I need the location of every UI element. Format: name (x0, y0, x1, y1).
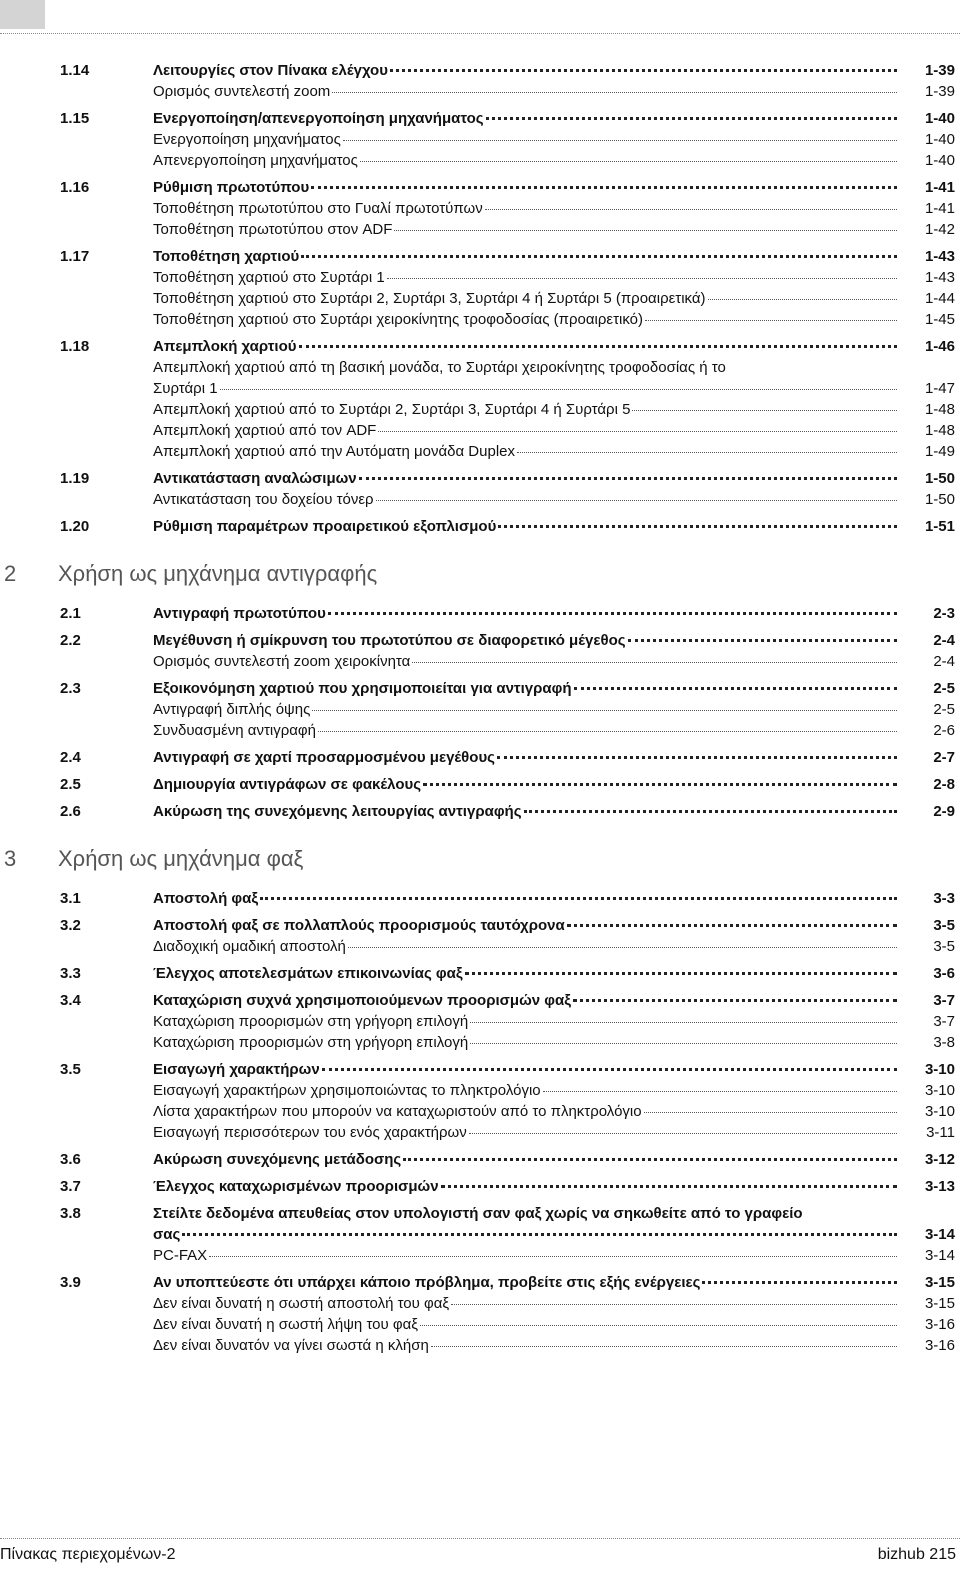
toc-title: Καταχώριση προορισμών στη γρήγορη επιλογή (153, 1013, 469, 1030)
toc-title: Εισαγωγή χαρακτήρων (153, 1061, 320, 1078)
toc-page: 3-16 (924, 1337, 955, 1354)
chapter-heading-2[interactable] (0, 547, 960, 603)
toc-title: Απεμπλοκή χαρτιού από τον ADF (153, 422, 377, 439)
toc-page: 2-5 (933, 701, 955, 718)
toc-subentry[interactable] (0, 651, 960, 672)
toc-page: 3-15 (924, 1295, 955, 1312)
toc-page: 3-5 (933, 917, 955, 934)
toc-page: 2-5 (933, 680, 955, 697)
toc-page: 3-11 (926, 1124, 955, 1141)
dot-leader (318, 730, 897, 732)
toc-number: 2.1 (60, 605, 81, 622)
toc-number: 2.4 (60, 749, 81, 766)
toc-number: 3.5 (60, 1061, 81, 1078)
toc-entry-2-6[interactable] (0, 801, 960, 822)
toc-title: Αντικατάσταση του δοχείου τόνερ (153, 491, 374, 508)
dot-leader (328, 611, 897, 615)
dot-leader (182, 1232, 897, 1236)
dot-leader (260, 896, 897, 900)
toc-number: 1.20 (60, 518, 90, 535)
toc-entry-2-4[interactable] (0, 747, 960, 768)
dot-leader (412, 661, 897, 663)
toc-entry-1-20[interactable] (0, 516, 960, 537)
dot-leader (543, 1090, 897, 1092)
toc-title: Τοποθέτηση χαρτιού στο Συρτάρι χειροκίνητης τροφοδοσίας (προαιρετικό) (153, 311, 643, 328)
dot-leader (299, 344, 898, 348)
toc-title: Αν υποπτεύεστε ότι υπάρχει κάποιο πρόβλημα, προβείτε στις εξής ενέργειες (153, 1274, 701, 1291)
toc-page: 1-42 (924, 221, 955, 238)
toc-number: 1.16 (60, 179, 90, 196)
toc-subentry[interactable] (0, 1245, 960, 1266)
dot-leader (376, 499, 897, 501)
footer-product-name: bizhub 215 (877, 1546, 956, 1563)
toc-number: 3.6 (60, 1151, 81, 1168)
toc-title: Δημιουργία αντιγράφων σε φακέλους (153, 776, 422, 793)
dot-leader (360, 160, 897, 162)
toc-entry-3-5[interactable] (0, 1059, 960, 1080)
toc-number: 3.8 (60, 1205, 81, 1222)
dot-leader (573, 998, 897, 1002)
toc-entry-wrapped-line[interactable]: Στείλτε δεδομένα απευθείας στον υπολογιστή σαν φαξ χωρίς να σηκωθείτε από το γραφείο (153, 1205, 803, 1222)
dot-leader (332, 91, 897, 93)
toc-number: 1.17 (60, 248, 90, 265)
toc-title: Καταχώριση προορισμών στη γρήγορη επιλογή (153, 1034, 469, 1051)
toc-subentry-wrapped-line[interactable]: Απεμπλοκή χαρτιού από τη βασική μονάδα, το Συρτάρι χειροκίνητης τροφοδοσίας ή το (153, 359, 726, 376)
toc-page: 1-49 (924, 443, 955, 460)
toc-subentry[interactable] (0, 936, 960, 957)
toc-title: Απεμπλοκή χαρτιού από την Αυτόματη μονάδα Duplex (153, 443, 515, 460)
toc-page: 1-39 (924, 83, 955, 100)
toc-page: 3-12 (924, 1151, 955, 1168)
toc-number: 3.2 (60, 917, 81, 934)
dot-leader (451, 1303, 897, 1305)
dot-leader (644, 1111, 897, 1113)
toc-page: 1-40 (924, 131, 955, 148)
toc-title: Εισαγωγή χαρακτήρων χρησιμοποιώντας το πληκτρολόγιο (153, 1082, 541, 1099)
toc-subentry[interactable] (0, 1293, 960, 1314)
toc-entry-2-3[interactable] (0, 678, 960, 699)
toc-page: 3-5 (933, 938, 955, 955)
toc-subentry[interactable] (0, 150, 960, 171)
dot-leader (322, 1067, 897, 1071)
toc-number: 3.4 (60, 992, 81, 1009)
toc-title: σας (153, 1226, 181, 1243)
toc-number: 2.3 (60, 680, 81, 697)
toc-subentry[interactable] (0, 129, 960, 150)
toc-title: Τοποθέτηση χαρτιού στο Συρτάρι 1 (153, 269, 385, 286)
toc-page: 3-16 (924, 1316, 955, 1333)
footer-rule (0, 1538, 960, 1539)
dot-leader (387, 277, 897, 279)
toc-page: 3-7 (933, 992, 955, 1009)
dot-leader (403, 1157, 897, 1161)
toc-title: Λειτουργίες στον Πίνακα ελέγχου (153, 62, 388, 79)
dot-leader (486, 116, 897, 120)
toc-subentry[interactable] (0, 720, 960, 741)
toc-page: 2-3 (933, 605, 955, 622)
toc-title: Αντιγραφή πρωτοτύπου (153, 605, 326, 622)
toc-subentry[interactable] (0, 1032, 960, 1053)
toc-title: Τοποθέτηση πρωτοτύπου στον ADF (153, 221, 393, 238)
toc-page: 1-39 (924, 62, 955, 79)
toc-title: Συνδυασμένη αντιγραφή (153, 722, 317, 739)
toc-subentry[interactable] (0, 309, 960, 330)
toc-subentry[interactable] (0, 1314, 960, 1335)
dot-leader (497, 755, 897, 759)
toc-entry-1-17[interactable] (0, 246, 960, 267)
toc-title: Μεγέθυνση ή σμίκρυνση του πρωτοτύπου σε διαφορετικό μέγεθος (153, 632, 626, 649)
dot-leader (632, 409, 897, 411)
dot-leader (574, 686, 897, 690)
toc-entry-2-2[interactable] (0, 630, 960, 651)
toc-title: Δεν είναι δυνατόν να γίνει σωστά η κλήση (153, 1337, 429, 1354)
toc-entry-2-5[interactable] (0, 774, 960, 795)
toc-title: Απενεργοποίηση μηχανήματος (153, 152, 358, 169)
toc-subentry[interactable] (0, 219, 960, 240)
toc-title: Δεν είναι δυνατή η σωστή αποστολή του φαξ (153, 1295, 450, 1312)
chapter-heading-3[interactable] (0, 832, 960, 888)
dot-leader (431, 1345, 897, 1347)
chapter-title: Χρήση ως μηχάνημα φαξ (58, 846, 304, 871)
toc-page: 1-45 (924, 311, 955, 328)
toc-number: 3.1 (60, 890, 81, 907)
toc-entry-1-18[interactable] (0, 336, 960, 357)
toc-title: Ακύρωση συνεχόμενης μετάδοσης (153, 1151, 402, 1168)
dot-leader (517, 451, 897, 453)
toc-page: 1-48 (924, 401, 955, 418)
toc-subentry[interactable] (0, 288, 960, 309)
toc-title: Ρύθμιση παραμέτρων προαιρετικού εξοπλισμού (153, 518, 497, 535)
toc-page: 3-3 (933, 890, 955, 907)
toc-title: Αντιγραφή διπλής όψης (153, 701, 311, 718)
toc-entry-1-14[interactable] (0, 60, 960, 81)
dot-leader (524, 809, 897, 813)
dot-leader (441, 1184, 897, 1188)
toc-entry-3-2[interactable] (0, 915, 960, 936)
toc-title: Ακύρωση της συνεχόμενης λειτουργίας αντιγραφής (153, 803, 522, 820)
toc-title: Ρύθμιση πρωτοτύπου (153, 179, 310, 196)
dot-leader (220, 388, 897, 390)
toc-number: 3.9 (60, 1274, 81, 1291)
toc-title: Συρτάρι 1 (153, 380, 218, 397)
toc-title: Αποστολή φαξ (153, 890, 259, 907)
toc-number: 2.6 (60, 803, 81, 820)
toc-page: 3-14 (924, 1247, 955, 1264)
toc-entry-1-15[interactable] (0, 108, 960, 129)
toc-number: 1.19 (60, 470, 90, 487)
dot-leader (702, 1280, 897, 1284)
toc-subentry[interactable] (0, 1335, 960, 1356)
dot-leader (312, 709, 897, 711)
toc-entry-3-7[interactable] (0, 1176, 960, 1197)
toc-subentry[interactable] (0, 267, 960, 288)
toc-page: 3-10 (924, 1103, 955, 1120)
dot-leader (209, 1255, 897, 1257)
toc-number: 1.15 (60, 110, 90, 127)
toc-title: Έλεγχος καταχωρισμένων προορισμών (153, 1178, 439, 1195)
toc-page: 3-8 (933, 1034, 955, 1051)
toc-title: Καταχώριση συχνά χρησιμοποιούμενων προορισμών φαξ (153, 992, 571, 1009)
toc-subentry[interactable] (0, 378, 960, 399)
toc-title: Απεμπλοκή χαρτιού από το Συρτάρι 2, Συρτάρι 3, Συρτάρι 4 ή Συρτάρι 5 (153, 401, 631, 418)
toc-subentry[interactable] (0, 489, 960, 510)
toc-entry-3-4[interactable] (0, 990, 960, 1011)
toc-number: 2.2 (60, 632, 81, 649)
toc-page: 3-6 (933, 965, 955, 982)
toc-number: 2.5 (60, 776, 81, 793)
dot-leader (465, 971, 897, 975)
toc-title: Λίστα χαρακτήρων που μπορούν να καταχωριστούν από το πληκτρολόγιο (153, 1103, 642, 1120)
toc-page: 1-41 (924, 179, 955, 196)
toc-title: Τοποθέτηση χαρτιού στο Συρτάρι 2, Συρτάρι 3, Συρτάρι 4 ή Συρτάρι 5 (προαιρετικά) (153, 290, 706, 307)
toc-page: 1-48 (924, 422, 955, 439)
toc-title: Δεν είναι δυνατή η σωστή λήψη του φαξ (153, 1316, 418, 1333)
toc-subentry[interactable] (0, 81, 960, 102)
toc-subentry[interactable] (0, 441, 960, 462)
toc-page: 2-6 (933, 722, 955, 739)
toc-page: 3-10 (924, 1082, 955, 1099)
toc-page: 1-50 (924, 491, 955, 508)
toc-page: 2-7 (933, 749, 955, 766)
toc-page: 1-51 (924, 518, 955, 535)
toc-entry-3-9[interactable] (0, 1272, 960, 1293)
toc-page: 1-44 (924, 290, 955, 307)
toc-subentry[interactable] (0, 1122, 960, 1143)
toc-subentry[interactable] (0, 1080, 960, 1101)
toc-title: Αντικατάσταση αναλώσιμων (153, 470, 357, 487)
dot-leader (485, 208, 897, 210)
toc-page: 3-13 (924, 1178, 955, 1195)
toc-title: Έλεγχος αποτελεσμάτων επικοινωνίας φαξ (153, 965, 463, 982)
toc-page: 1-43 (924, 269, 955, 286)
toc-subentry[interactable] (0, 420, 960, 441)
toc-page: 3-14 (924, 1226, 955, 1243)
toc-page: 1-47 (924, 380, 955, 397)
toc-number: 3.7 (60, 1178, 81, 1195)
corner-tab (0, 0, 45, 29)
chapter-number: 2 (4, 561, 17, 586)
toc-page: 1-41 (924, 200, 955, 217)
toc-title: Εισαγωγή περισσότερων του ενός χαρακτήρων (153, 1124, 467, 1141)
dot-leader (708, 298, 897, 300)
toc-page: 1-50 (924, 470, 955, 487)
dot-leader (470, 1042, 897, 1044)
toc-page: 3-15 (924, 1274, 955, 1291)
toc-page: 3-7 (933, 1013, 955, 1030)
toc-title: Ορισμός συντελεστή zoom χειροκίνητα (153, 653, 411, 670)
dot-leader (301, 254, 897, 258)
toc-page: 3-10 (924, 1061, 955, 1078)
dot-leader (423, 782, 897, 786)
toc-title: Αποστολή φαξ σε πολλαπλούς προορισμούς ταυτόχρονα (153, 917, 565, 934)
toc-subentry[interactable] (0, 699, 960, 720)
toc-page: 1-43 (924, 248, 955, 265)
toc-title: Τοποθέτηση πρωτοτύπου στο Γυαλί πρωτοτύπων (153, 200, 483, 217)
toc-title: Εξοικονόμηση χαρτιού που χρησιμοποιείται για αντιγραφή (153, 680, 572, 697)
toc-page: 1-46 (924, 338, 955, 355)
toc-title: Ορισμός συντελεστή zoom (153, 83, 331, 100)
dot-leader (390, 68, 897, 72)
dot-leader (470, 1021, 897, 1023)
dot-leader (394, 229, 897, 231)
dot-leader (378, 430, 897, 432)
header-rule (0, 33, 960, 34)
toc-entry-3-3[interactable] (0, 963, 960, 984)
toc-title: Ενεργοποίηση/απενεργοποίηση μηχανήματος (153, 110, 484, 127)
toc-title: Τοποθέτηση χαρτιού (153, 248, 300, 265)
dot-leader (645, 319, 897, 321)
toc-title: PC-FAX (153, 1247, 208, 1264)
toc-subentry[interactable] (0, 198, 960, 219)
toc-page: 2-4 (933, 653, 955, 670)
dot-leader (628, 638, 897, 642)
footer-section-label: Πίνακας περιεχομένων-2 (0, 1546, 176, 1563)
dot-leader (343, 139, 897, 141)
toc-title: Διαδοχική ομαδική αποστολή (153, 938, 346, 955)
toc-entry-1-16[interactable] (0, 177, 960, 198)
dot-leader (348, 946, 897, 948)
chapter-title: Χρήση ως μηχάνημα αντιγραφής (58, 561, 378, 586)
toc-subentry[interactable] (0, 1011, 960, 1032)
dot-leader (311, 185, 897, 189)
toc-number: 1.14 (60, 62, 90, 79)
toc-page: 2-8 (933, 776, 955, 793)
toc-title: Απεμπλοκή χαρτιού (153, 338, 297, 355)
toc-entry-3-6[interactable] (0, 1149, 960, 1170)
toc-subentry[interactable] (0, 399, 960, 420)
dot-leader (359, 476, 897, 480)
table-of-contents (0, 60, 960, 1356)
toc-number: 1.18 (60, 338, 90, 355)
toc-title: Αντιγραφή σε χαρτί προσαρμοσμένου μεγέθους (153, 749, 495, 766)
toc-title: Ενεργοποίηση μηχανήματος (153, 131, 341, 148)
toc-page: 1-40 (924, 152, 955, 169)
toc-page: 2-9 (933, 803, 955, 820)
toc-subentry[interactable] (0, 1101, 960, 1122)
dot-leader (469, 1132, 897, 1134)
chapter-number: 3 (4, 846, 17, 871)
dot-leader (567, 923, 897, 927)
toc-number: 3.3 (60, 965, 81, 982)
toc-entry-3-1[interactable] (0, 888, 960, 909)
toc-entry-1-19[interactable] (0, 468, 960, 489)
toc-entry-2-1[interactable] (0, 603, 960, 624)
dot-leader (498, 524, 897, 528)
toc-page: 1-40 (924, 110, 955, 127)
toc-page: 2-4 (933, 632, 955, 649)
dot-leader (420, 1324, 897, 1326)
